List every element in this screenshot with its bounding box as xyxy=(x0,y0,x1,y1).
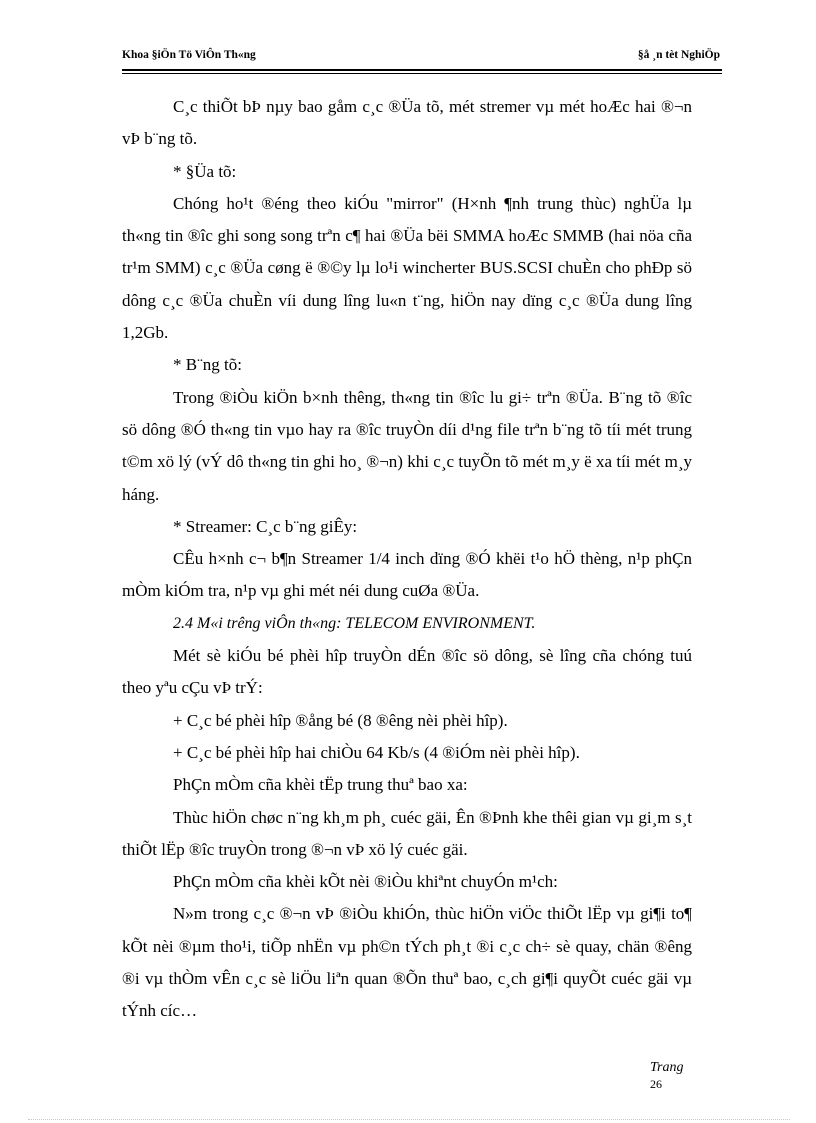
footer-label: Trang xyxy=(650,1060,684,1075)
paragraph-disk: Chóng ho¹t ®éng theo kiÓu "mirror" (H×nh ¶nh trung thùc) nghÜa lµ th«ng tin ®îc ghi song song trªn c¶ hai ®Üa bëi SMMA hoÆc SMMB (hai nöa cña tr¹m SMM) c¸c ®Üa cøng ë ®©y lµ lo¹i wincherter BUS.SCSI chuÈn cho phÐp sö dông c¸c ®Üa chuÈn víi dung lîng lu«n t¨ng, hiÖn nay dïng c¸c ®Üa dung lîng 1,2Gb. xyxy=(122,193,692,343)
header-rule-thin xyxy=(122,73,722,74)
header-rule-thick xyxy=(122,69,722,71)
page-number: 26 xyxy=(650,1077,662,1091)
list-item-duplex-couplers: + C¸c bé phèi hîp hai chiÒu 64 Kb/s (4 ®iÓm nèi phèi hîp). xyxy=(173,742,580,762)
subheading-streamer: * Streamer: C¸c b¨ng giÊy: xyxy=(173,516,358,536)
subheading-tape: * B¨ng tõ: xyxy=(173,355,242,375)
body-text xyxy=(122,91,692,1028)
subheading-disk: * §Üa tõ: xyxy=(173,161,237,181)
paragraph-control-units: N»m trong c¸c ®¬n vÞ ®iÒu khiÓn, thùc hiÖn viÖc thiÕt lËp vµ gi¶i to¶ kÕt nèi ®µm tho¹i, tiÕp nhËn vµ ph©n tÝch ph¸t ®i c¸c ch÷ sè quay, chän ®êng ®i vµ thÒm vÊn c¸c sè liÖu liªn quan ®Õn thuª bao, c¸ch gi¶i quyÕt cuéc gäi vµ tÝnh cíc… xyxy=(122,904,692,1021)
paragraph-remote-software: PhÇn mÒm cña khèi tËp trung thuª bao xa: xyxy=(173,775,468,795)
paragraph-couplers: Mét sè kiÓu bé phèi hîp truyÒn dÉn ®îc sö dông, sè lîng cña chóng tuú theo yªu cÇu vÞ trÝ: xyxy=(122,646,692,698)
paragraph-streamer: CÊu h×nh c¬ b¶n Streamer 1/4 inch dïng ®Ó khëi t¹o hÖ thèng, n¹p phÇn mÒm kiÓm tra, n¹p vµ ghi mét néi dung cuØa ®Üa. xyxy=(122,549,692,601)
page-footer xyxy=(650,1060,683,1092)
section-heading-telecom: 2.4 M«i trêng viÔn th«ng: TELECOM ENVIRONMENT. xyxy=(173,614,536,632)
list-item-sync-couplers: + C¸c bé phèi hîp ®ång bé (8 ®êng nèi phèi hîp). xyxy=(173,710,508,730)
paragraph-switch-software: PhÇn mÒm cña khèi kÕt nèi ®iÒu khiªnt chuyÓn m¹ch: xyxy=(173,872,558,892)
footer-dotted-rule xyxy=(28,1119,790,1120)
paragraph-tape: Trong ®iÒu kiÖn b×nh thêng, th«ng tin ®îc lu gi÷ trªn ®Üa. B¨ng tõ ®îc sö dông ®Ó th«ng tin vµo hay ra ®îc truyÒn díi d¹ng file trªn b¨ng tõ tíi mét trung t©m xö lý (vÝ dô th«ng tin ghi ho¸ ®¬n) khi c¸c tuyÕn tõ mét m¸y ë xa tíi mét m¸y háng. xyxy=(122,387,692,504)
header-thesis-title: §å ¸n tèt NghiÖp xyxy=(637,49,720,61)
paragraph-devices: C¸c thiÕt bÞ nµy bao gåm c¸c ®Üa tõ, mét stremer vµ mét hoÆc hai ®¬n vÞ b¨ng tõ. xyxy=(122,97,692,149)
paragraph-call-handling: Thùc hiÖn chøc n¨ng kh¸m ph¸ cuéc gäi, Ên ®Þnh khe thêi gian vµ gi¸m s¸t thiÕt lËp ®îc truyÒn trong ®¬n vÞ xö lý cuéc gäi. xyxy=(122,807,692,859)
header-faculty: Khoa §iÖn Tö ViÔn Th«ng xyxy=(122,49,256,61)
page-header xyxy=(122,49,720,63)
